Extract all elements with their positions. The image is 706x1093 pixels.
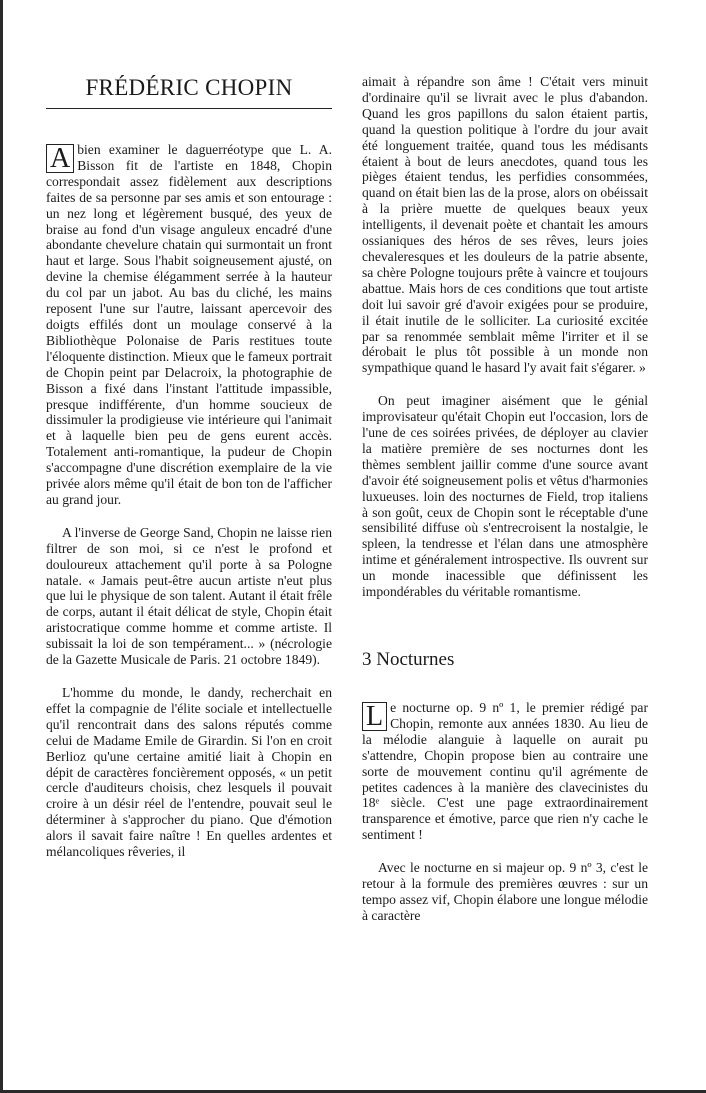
paragraph-nocturne-op9-1: [362, 700, 648, 843]
drop-cap-a: A: [46, 144, 74, 173]
paragraph-improvisateur: On peut imaginer aisément que le génial improvisateur qu'était Chopin eut l'occasion, lors de l'une de ces soirées privées, de déployer au clavier la matière première de ses nocturnes dont les thèmes semblent jaillir comme d'une source avant d'avoir été soigneusement polis et vêtus d'harmonies luxueuses. loin des nocturnes de Field, trop italiens à son goût, ceux de Chopin sont le réceptable d'une sensibilité diffuse où s'entrecroisent la nostalgie, le spleen, la tendresse et l'élan dans une atmosphère intime et généralement introspective. Ils ouvrent sur un monde inacessible que définissent les impondérables du véritable romantisme.: [362, 393, 648, 600]
paragraph-intro-text: bien examiner le daguerréotype que L. A. Bisson fit de l'artiste en 1848, Chopin correspondait assez fidèlement aux descriptions faites de sa personne par ses amis et son entourage : un nez long et légèrement busqué, des yeux de braise au fond d'un visage anguleux encadré d'une abondante chevelure chatain qui surmontait un front haut et large. Sous l'habit soigneusement ajusté, on devine la chemise élégamment serrée à la hauteur du col par un jabot. Au bas du cliché, les mains reposent l'une sur l'autre, laissant apercevoir des doigts effilés dont un moulage conservé à la Bibliothèque Polonaise de Paris restitues toute l'éloquente distinction. Mieux que le fameux portrait de Chopin peint par Delacroix, la photographie de Bisson a fixé dans l'instant l'attitude impassible, presque indifférente, d'un homme soucieux de dissimuler la prodigieuse vie intérieure qui l'animait et à laquelle bien peu de gens eurent accès. Totalement anti-romantique, la pudeur de Chopin s'accompagne d'une discrétion exemplaire de la vie privée alors même qu'il était de bon ton de l'afficher au grand jour.: [46, 142, 332, 507]
paragraph-nocturne-op9-1-text: e nocturne op. 9 nº 1, le premier rédigé par Chopin, remonte aux années 1830. Au lieu de la mélodie alanguie à laquelle on aurait pu s'attendre, Chopin propose bien au contraire une sorte de mouvement continu qu'il agrémente de petites cadences à la manière des clavecinistes du 18ᵉ siècle. C'est une page extraordinairement transparence et émotive, parce que rien n'y cache le sentiment !: [362, 700, 648, 843]
paragraph-dandy: L'homme du monde, le dandy, recherchait en effet la compagnie de l'élite sociale et intellectuelle qu'il rencontrait dans des salons réputés comme celui de Madame Emile de Girardin. Si l'on en croit Berlioz qu'une certaine amitié liait à Chopin en dépit de caractères foncièrement opposés, « un petit cercle d'auditeurs choisis, chez lesquels il pouvait croire à un désir réel de l'entendre, pouvait seul le déterminer à s'approcher du piano. Que d'émotion alors il savait faire naître ! En quelles ardentes et mélancoliques rêveries, il: [46, 685, 332, 860]
paragraph-continuation: aimait à répandre son âme ! C'était vers minuit d'ordinaire qu'il se livrait avec le plus d'abandon. Quand les gros papillons du salon étaient partis, quand la question politique à l'ordre du jour avait été longuement traitée, quand tous les médisants étaient à bout de leurs anecdotes, quand tous les pièges étaient tendus, les perfidies consommées, quand on était bien las de la prose, alors on obéissait à la prière muette de quelques beaux yeux intelligents, il devenait poète et chantait les amours ossianiques des héros de ses rêves, leurs joies chevaleresques et les douleurs de la patrie absente, sa chère Pologne toujours prête à vaincre et toujours abattue. Mais hors de ces conditions que tout artiste doit lui savoir gré d'avoir exigées pour se produire, il était inutile de le solliciter. La curiosité excitée par sa renommée semblait même l'irriter et il se dérobait le plus tôt possible à un monde non sympathique quand le hasard l'y avait fait s'égarer. »: [362, 74, 648, 376]
scan-edge-left: [0, 0, 3, 1093]
section-title-nocturnes: 3 Nocturnes: [362, 649, 455, 670]
right-column: [362, 74, 648, 924]
paragraph-intro: [46, 142, 332, 508]
drop-cap-l: L: [362, 702, 387, 731]
paragraph-george-sand: A l'inverse de George Sand, Chopin ne laisse rien filtrer de son moi, si ce n'est le profond et douloureux attachement qu'il porte à sa Pologne natale. « Jamais peut-être aucun artiste n'eut plus que lui le physique de son talent. Autant il était frêle de corps, autant il était délicat de style, Chopin était aristocratique comme homme et comme artiste. Il subissait la loi de son tempérament... » (nécrologie de la Gazette Musicale de Paris. 21 octobre 1849).: [46, 524, 332, 668]
title-rule: [46, 108, 332, 109]
paragraph-nocturne-op9-3: Avec le nocturne en si majeur op. 9 nº 3, c'est le retour à la formule des premières œuvres : sur un tempo assez vif, Chopin élabore une longue mélodie à caractère: [362, 860, 648, 923]
left-column: [46, 60, 332, 860]
article-title: FRÉDÉRIC CHOPIN: [85, 75, 293, 100]
